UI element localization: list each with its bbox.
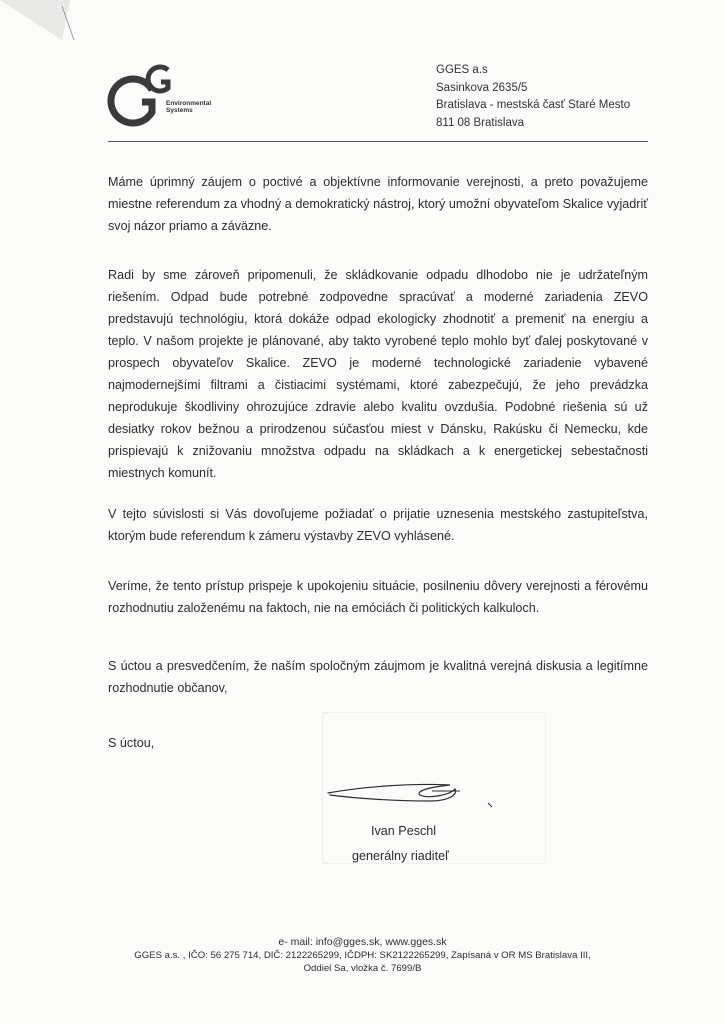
paragraph-4: Veríme, že tento prístup prispeje k upokojeniu situácie, posilneniu dôvery verejnosti a férovému rozhodnutiu založenému na faktoch, nie na emóciách či politických kalkuloch. — [108, 579, 648, 615]
paragraph-2: Radi by sme zároveň pripomenuli, že skládkovanie odpadu dlhodobo nie je udržateľným riešením. Odpad bude potrebné zodpovedne spracúvať a moderné zariadenia ZEVO predstavujú technológiu, ktorá dokáže odpad ekologicky zhodnotiť a premeniť na energiu a teplo. V našom projekte je plánované, aby takto vyrobené teplo mohlo byť ďalej poskytované v prospech obyvateľov Skalice. ZEVO je moderné technologické zariadenie vybavené najmodernejšími filtrami a čistiacimi systémami, ktoré zabezpečujú, že jeho prevádzka neprodukuje škodliviny ohrozujúce zdravie alebo kvalitu ovzdušia. Podobné riešenia sú už desiatky rokov bežnou a prirodzenou súčasťou miest v Dánsku, Rakúsku či Nemecku, kde prispievajú k znižovaniu množstva odpadu na skládkach a k energetickej sebestačnosti miestnych komunít. — [108, 268, 648, 480]
recipient-address — [436, 62, 630, 132]
gg-logo-icon — [106, 60, 176, 130]
footer-registration-2: Oddiel Sa, vložka č. 7699/B — [303, 963, 422, 974]
signer-name: Ivan Peschl — [371, 824, 437, 838]
closing-salutation: S úctou, — [108, 736, 155, 750]
address-line-4: 811 08 Bratislava — [436, 116, 525, 129]
address-line-1: GGES a.s — [436, 64, 488, 76]
paragraph-3: V tejto súvislosti si Vás dovoľujeme požiadať o prijatie uznesenia mestského zastupiteľstva, ktorým bude referendum k zámeru výstavby ZEVO vyhlásené. — [108, 507, 648, 543]
signer-title: generálny riaditeľ — [352, 849, 449, 863]
scan-fold-mark — [0, 0, 80, 60]
paragraph-1: Máme úprimný záujem o poctivé a objektívne informovanie verejnosti, a preto považujeme miestne referendum za vhodný a demokratický nástroj, ktorý umožní obyvateľom Skalice vyjadriť svoj názor priamo a záväzne. — [108, 175, 648, 233]
company-logo — [106, 60, 216, 130]
logo-line-1: Environmental — [166, 100, 212, 107]
footer-contact: e- mail: info@gges.sk, www.gges.sk — [278, 936, 447, 948]
paragraph-5: S úctou a presvedčením, že naším spoločným záujmom je kvalitná verejná diskusia a legitímne rozhodnutie občanov, — [108, 659, 648, 695]
address-line-3: Bratislava - mestská časť Staré Mesto — [436, 99, 631, 111]
logo-wordmark — [166, 100, 211, 114]
footer-registration: GGES a.s. , IČO: 56 275 714, DIČ: 2122265299, IČDPH: SK2122265299, Zapísaná v OR MS Bratislava III, — [134, 950, 591, 961]
address-line-2: Sasinkova 2635/5 — [436, 81, 528, 94]
handwritten-signature — [320, 765, 500, 815]
logo-line-2: Systems — [166, 107, 193, 114]
header-divider — [108, 141, 648, 142]
